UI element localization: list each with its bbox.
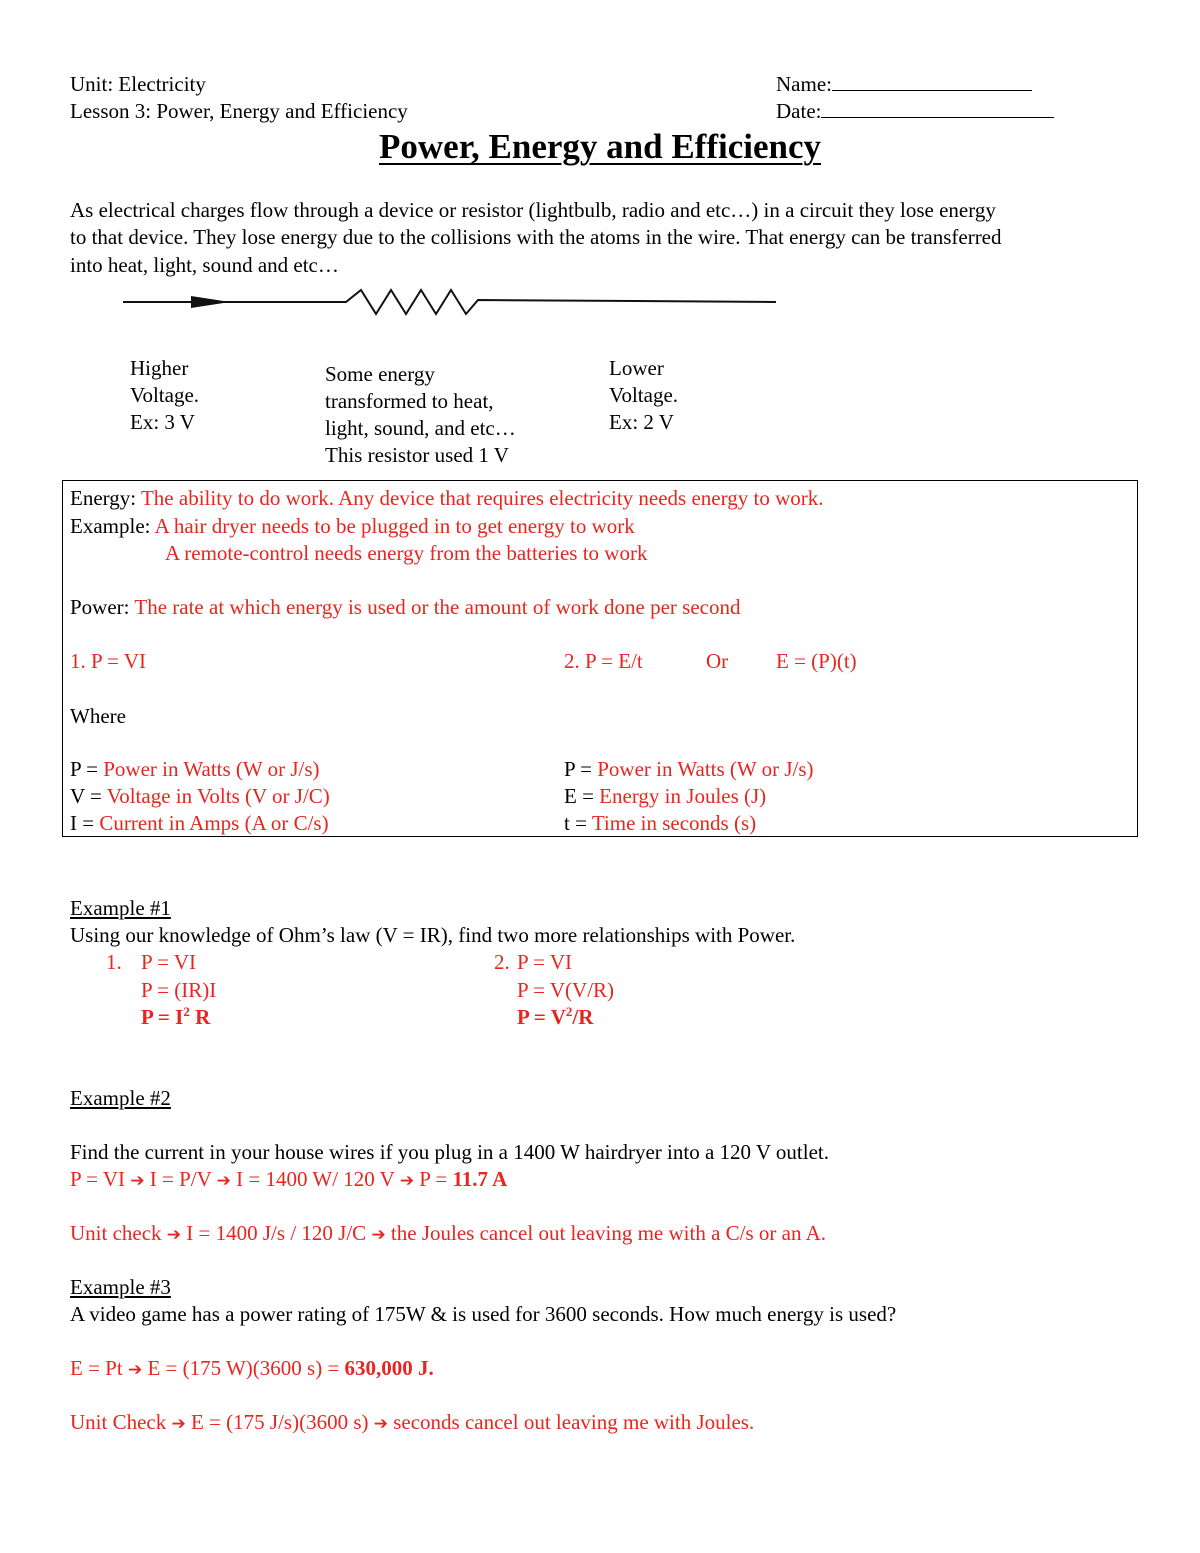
unit-label: Unit: Electricity — [70, 72, 206, 96]
right-arrow-icon: ➔ — [216, 1171, 231, 1191]
energy-definition: Energy: The ability to do work. Any device that requires electricity needs energy to work. — [70, 486, 824, 510]
example-1-step: P = VI — [517, 950, 573, 974]
example-1-step: P = V(V/R) — [517, 978, 615, 1002]
right-arrow-icon: ➔ — [371, 1225, 386, 1245]
date-field — [776, 98, 1054, 125]
variable-row: I = Current in Amps (A or C/s) — [70, 811, 329, 835]
where-label: Where — [70, 704, 126, 728]
name-field — [776, 71, 1032, 98]
variable-row: V = Voltage in Volts (V or J/C) — [70, 784, 330, 808]
name-blank — [832, 72, 1032, 91]
variable-list-left — [70, 756, 330, 837]
variable-row: P = Power in Watts (W or J/s) — [70, 757, 320, 781]
example-1-result: $P = I^2$ R — [141, 1004, 211, 1029]
current-arrow-icon — [191, 296, 230, 308]
right-arrow-icon: ➔ — [127, 1360, 143, 1380]
variable-row: t = Time in seconds (s) — [564, 811, 757, 835]
right-arrow-icon: ➔ — [130, 1171, 145, 1191]
energy-example: Example: A hair dryer needs to be plugged in to get energy to work — [70, 514, 635, 538]
energy-example-2: A remote-control needs energy from the batteries to work — [165, 541, 648, 565]
example-1-heading: Example #1 — [70, 896, 171, 920]
intro-line: into heat, light, sound and etc… — [70, 253, 339, 277]
example-3-heading: Example #3 — [70, 1275, 171, 1299]
example-3-question: A video game has a power rating of 175W & is used for 3600 seconds. How much energy is used? — [70, 1302, 897, 1326]
variable-list-right — [564, 756, 814, 837]
name-label: Name: — [776, 72, 832, 96]
example-2-question: Find the current in your house wires if you plug in a 1400 W hairdryer into a 120 V outlet. — [70, 1140, 829, 1164]
right-arrow-icon: ➔ — [166, 1225, 182, 1245]
formula-or: Or — [706, 649, 729, 673]
example-3-unit-check: Unit Check ➔ E = (175 J/s)(3600 s) ➔ seconds cancel out leaving me with Joules. — [70, 1410, 755, 1434]
formula-2: 2. P = E/t — [564, 649, 643, 673]
right-arrow-icon: ➔ — [171, 1414, 186, 1434]
page-title: Power, Energy and Efficiency — [379, 127, 821, 166]
example-2-solution: P = VI ➔ I = P/V ➔ I = 1400 W/ 120 V ➔ P = 11.7 A — [70, 1167, 508, 1191]
formula-1: 1. P = VI — [70, 649, 147, 673]
example-2-heading: Example #2 — [70, 1086, 171, 1110]
lesson-label: Lesson 3: Power, Energy and Efficiency — [70, 99, 408, 123]
power-definition: Power: The rate at which energy is used or the amount of work done per second — [70, 595, 741, 619]
example-2-unit-check: Unit check ➔ I = 1400 J/s / 120 J/C ➔ the Joules cancel out leaving me with a C/s or an A. — [70, 1221, 826, 1245]
date-label: Date: — [776, 99, 822, 123]
right-arrow-icon: ➔ — [399, 1171, 414, 1191]
example-3-solution: E = Pt ➔ E = (175 W)(3600 s) = 630,000 J. — [70, 1356, 434, 1380]
higher-voltage-label: Higher Voltage. Ex: 3 V — [130, 356, 200, 434]
variable-row: P = Power in Watts (W or J/s) — [564, 757, 814, 781]
resistor-diagram — [118, 283, 783, 323]
variable-row: E = Energy in Joules (J) — [564, 784, 767, 808]
example-1-num-1: 1. — [106, 950, 122, 974]
resistor-energy-label: Some energy transformed to heat, light, sound, and etc… This resistor used 1 V — [325, 362, 516, 467]
formula-3: E = (P)(t) — [776, 649, 857, 673]
example-1-num-2: 2. — [494, 950, 510, 974]
intro-line: to that device. They lose energy due to the collisions with the atoms in the wire. That energy can be transferred — [70, 225, 1002, 249]
example-1-result: $P = V^2/R$ — [517, 1004, 594, 1029]
example-1-question: Using our knowledge of Ohm’s law (V = IR), find two more relationships with Power. — [70, 923, 796, 947]
intro-line: As electrical charges flow through a device or resistor (lightbulb, radio and etc…) in a circuit they lose energy — [70, 198, 996, 222]
lower-voltage-label: Lower Voltage. Ex: 2 V — [609, 356, 679, 434]
date-blank — [821, 99, 1054, 118]
example-1-step: P = (IR)I — [141, 978, 217, 1002]
right-arrow-icon: ➔ — [373, 1414, 388, 1434]
example-1-step: P = VI — [141, 950, 197, 974]
